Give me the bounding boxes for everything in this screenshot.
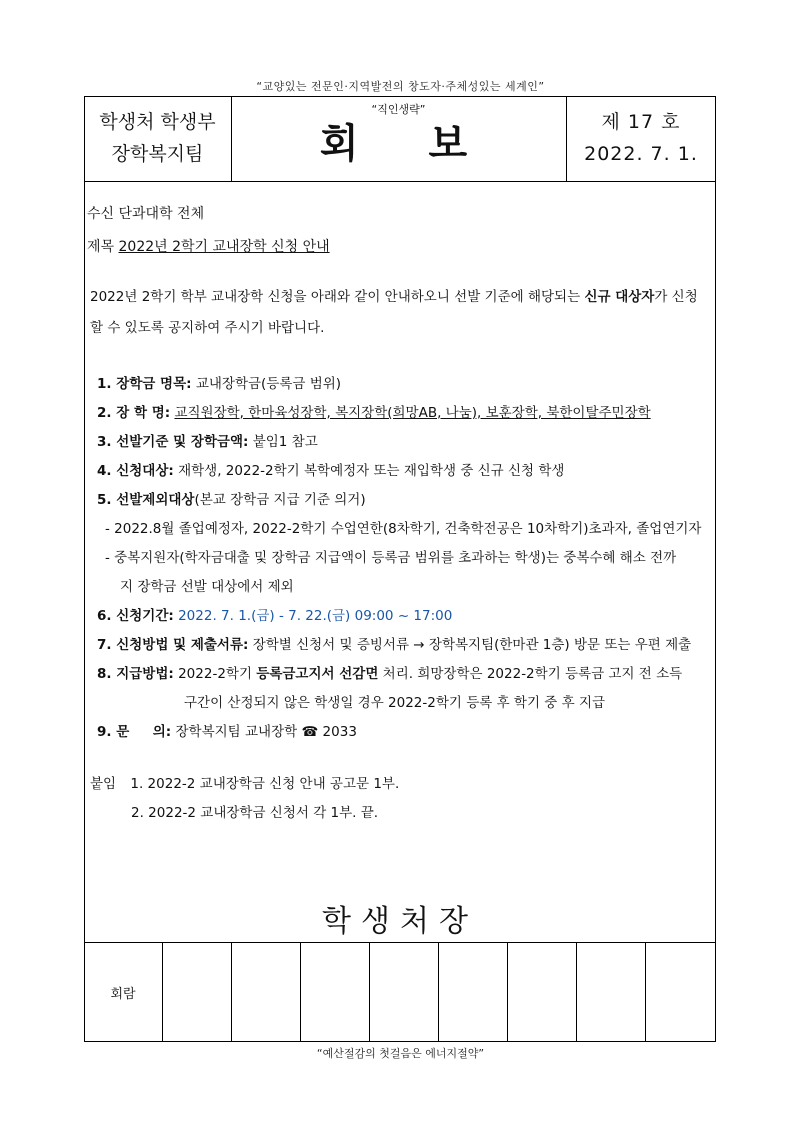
top-motto: “교양있는 전문인·지역발전의 창도자·주체성있는 세계인”	[256, 80, 545, 93]
issue-date: 2022. 7. 1.	[584, 143, 698, 165]
item-highlight: 등록금고지서 선감면	[256, 666, 379, 682]
approval-cell	[645, 942, 646, 1042]
exclusion-line: 지 장학금 선발 대상에서 제외	[120, 579, 294, 595]
approval-cell	[231, 942, 232, 1042]
attachments-label: 붙임	[90, 776, 117, 792]
bottom-motto: “예산절감의 첫걸음은 에너지절약”	[316, 1047, 485, 1060]
approval-cell	[162, 942, 163, 1042]
intro-text: 2022년 2학기 학부 교내장학 신청을 아래와 같이 안내하오니 선발 기준에 해당되는	[90, 289, 581, 305]
intro-highlight: 신규 대상자	[584, 289, 655, 305]
item-text: 붙임1 참고	[252, 434, 318, 450]
attachment-line: 1. 2022-2 교내장학금 신청 안내 공고문 1부.	[130, 776, 400, 792]
approval-cell	[576, 942, 577, 1042]
item-label: 5. 선발제외대상	[97, 492, 195, 508]
issue-number: 제 17 호	[601, 111, 681, 133]
item-3	[97, 430, 318, 450]
item-6	[97, 604, 452, 624]
approval-table	[84, 942, 716, 1042]
intro-text-end: 가 신청 할 수 있도록 공지하여 주시기 바랍니다.	[90, 289, 698, 336]
recipient: 수신 단과대학 전체	[87, 206, 205, 222]
item-label: 8. 지급방법:	[97, 666, 174, 682]
item-text: 교내장학금(등록금 범위)	[195, 376, 342, 392]
item-label: 2. 장 학 명:	[97, 405, 171, 421]
subject-label: 제목	[87, 239, 115, 255]
item-text: 장학별 신청서 및 증빙서류 → 장학복지팀(한마관 1층) 방문 또는 우편 제출	[252, 637, 692, 653]
department	[84, 106, 231, 170]
approval-cell	[507, 942, 508, 1042]
seal-omitted-note: “직인생략”	[371, 103, 426, 116]
issue-info	[566, 106, 716, 170]
item-8	[97, 662, 682, 682]
intro-paragraph	[90, 282, 710, 344]
application-period: 2022. 7. 1.(금) - 7. 22.(금) 09:00 ~ 17:00	[178, 608, 453, 624]
approval-cell	[300, 942, 301, 1042]
team-line: 장학복지팀	[111, 143, 204, 165]
approval-cell	[369, 942, 370, 1042]
item-text: 2022-2학기	[178, 666, 252, 682]
item-7	[97, 633, 691, 653]
item-label: 6. 신청기간:	[97, 608, 174, 624]
attachments	[90, 772, 399, 792]
item-text: (본교 장학금 지급 기준 의거)	[194, 492, 366, 508]
exclusion-line: - 2022.8월 졸업예정자, 2022-2학기 수업연한(8차학기, 건축학전공은 10차학기)초과자, 졸업연기자	[105, 521, 702, 537]
item-9	[97, 720, 357, 740]
item-4	[97, 459, 564, 479]
department-line: 학생처 학생부	[99, 111, 216, 133]
item-label: 3. 선발기준 및 장학금액:	[97, 434, 249, 450]
contact-text: 장학복지팀 교내장학 ☎ 2033	[175, 724, 357, 740]
item-5	[97, 488, 366, 508]
subject	[87, 236, 330, 256]
item-1	[97, 372, 341, 392]
item-text: 교직원장학, 한마육성장학, 복지장학(희망AB, 나눔), 보훈장학, 북한이탈주민장학	[174, 405, 651, 421]
exclusion-line: - 중복지원자(학자금대출 및 장학금 지급액이 등록금 범위를 초과하는 학생)는 중복수혜 해소 전까	[105, 550, 677, 566]
subject-text: 2022년 2학기 교내장학 신청 안내	[118, 239, 330, 255]
item-label: 9. 문 의:	[97, 724, 172, 740]
item-label: 4. 신청대상:	[97, 463, 174, 479]
document-title: 회보	[319, 121, 538, 167]
item-2	[97, 401, 651, 421]
item-label: 7. 신청방법 및 제출서류:	[97, 637, 249, 653]
item-text: 처리. 희망장학은 2022-2학기 등록금 고지 전 소득	[382, 666, 683, 682]
approval-label: 회람	[110, 986, 136, 1002]
item-text: 재학생, 2022-2학기 복학예정자 또는 재입학생 중 신규 신청 학생	[178, 463, 565, 479]
approval-cell	[438, 942, 439, 1042]
signer: 학생처장	[322, 904, 478, 939]
attachment-line: 2. 2022-2 교내장학금 신청서 각 1부. 끝.	[131, 805, 379, 821]
item-label: 1. 장학금 명목:	[97, 376, 192, 392]
item-8-continued: 구간이 산정되지 않은 학생일 경우 2022-2학기 등록 후 학기 중 후 지급	[184, 695, 606, 711]
